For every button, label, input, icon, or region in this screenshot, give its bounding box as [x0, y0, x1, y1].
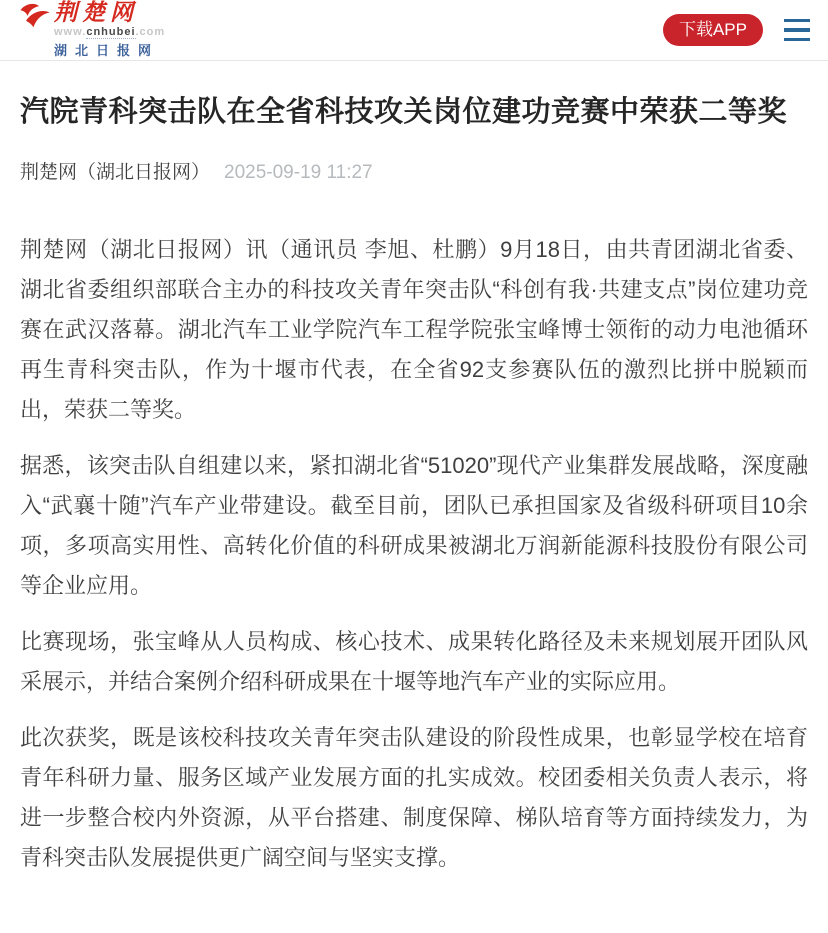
brand-name: 荆楚网 — [54, 0, 138, 25]
brand-url-prefix: www. — [54, 25, 87, 38]
article-paragraph-4: 此次获奖，既是该校科技攻关青年突击队建设的阶段性成果，也彰显学校在培育青年科研力量、服务区域产业发展方面的扎实成效。校团委相关负责人表示，将进一步整合校内外资源，从平台搭建、制度保障、梯队培育等方面持续发力，为青科突击队发展提供更广阔空间与坚实支撑。 — [20, 725, 808, 871]
hamburger-menu-icon[interactable] — [784, 17, 810, 44]
article-datetime: 2025-09-19 11:27 — [224, 162, 373, 184]
article-body — [20, 230, 808, 878]
article-paragraph-3: 比赛现场，张宝峰从人员构成、核心技术、成果转化路径及未来规划展开团队风采展示，并结合案例介绍科研成果在十堰等地汽车产业的实际应用。 — [20, 629, 808, 695]
logo-text-block — [54, 1, 165, 60]
header-actions — [663, 14, 810, 47]
article-title: 汽院青科突击队在全省科技攻关岗位建功竞赛中荣获二等奖 — [20, 96, 788, 128]
brand-url — [54, 26, 165, 39]
article-source: 荆楚网（湖北日报网） — [20, 162, 211, 184]
brand-url-main: cnhubei — [86, 25, 136, 38]
brand-url-suffix: .com — [135, 25, 166, 38]
bird-logo-icon — [18, 2, 52, 28]
site-header — [0, 0, 828, 61]
article-meta — [20, 157, 808, 184]
site-logo[interactable] — [18, 1, 165, 60]
download-app-button[interactable]: 下载APP — [663, 14, 763, 47]
brand-subtitle: 湖北日报网 — [54, 43, 160, 59]
article-paragraph-1: 荆楚网（湖北日报网）讯（通讯员 李旭、杜鹏）9月18日，由共青团湖北省委、湖北省委组织部联合主办的科技攻关青年突击队“科创有我·共建支点”岗位建功竞赛在武汉落幕。湖北汽车工业学院汽车工程学院张宝峰博士领衔的动力电池循环再生青科突击队，作为十堰市代表，在全省92支参赛队伍的激烈比拼中脱颖而出，荣获二等奖。 — [20, 237, 808, 423]
article — [0, 93, 828, 918]
article-paragraph-2: 据悉，该突击队自组建以来，紧扣湖北省“51020”现代产业集群发展战略，深度融入“武襄十随”汽车产业带建设。截至目前，团队已承担国家及省级科研项目10余项，多项高实用性、高转化价值的科研成果被湖北万润新能源科技股份有限公司等企业应用。 — [20, 453, 808, 599]
